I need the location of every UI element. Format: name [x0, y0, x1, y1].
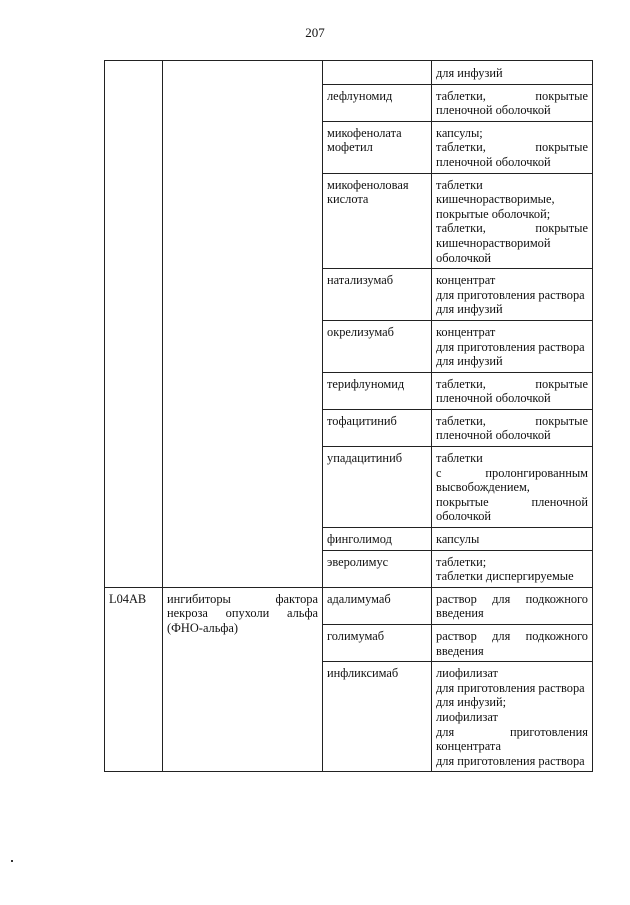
dosage-form-line: таблетки, покрытые [436, 140, 588, 155]
dosage-form-line: капсулы [436, 532, 480, 547]
dosage-form-line: с пролонгированным [436, 465, 588, 480]
dosage-form-line: кишечнорастворимой [436, 235, 551, 250]
drug-name-cell: упадацитиниб [323, 447, 432, 528]
dosage-form-line: для приготовления раствора [436, 753, 585, 768]
dosage-form-cell [432, 173, 593, 269]
dosage-form-cell [432, 372, 593, 409]
dosage-form-line: таблетки [436, 451, 483, 466]
dosage-form-cell [432, 121, 593, 173]
dosage-form-cell [432, 269, 593, 321]
drug-name-cell [323, 61, 432, 85]
dosage-form-cell [432, 587, 593, 624]
dosage-form-line: покрытые оболочкой; [436, 206, 551, 221]
dosage-form-cell [432, 61, 593, 85]
drug-name-cell: тофацитиниб [323, 409, 432, 446]
drug-name-cell: финголимод [323, 528, 432, 551]
drug-name-cell: окрелизумаб [323, 320, 432, 372]
dosage-form-line: введения [436, 643, 484, 658]
dosage-form-cell [432, 662, 593, 772]
dosage-form-line: для инфузий [436, 354, 503, 369]
drug-name-cell: голимумаб [323, 625, 432, 662]
page-number: 207 [305, 25, 325, 40]
dosage-form-line: кишечнорастворимые, [436, 192, 555, 207]
dosage-form-line: таблетки, покрытые [436, 413, 588, 428]
dosage-form-line: лиофилизат [436, 666, 498, 681]
dosage-form-line: таблетки; [436, 554, 487, 569]
dosage-form-line: оболочкой [436, 509, 492, 524]
stray-dot [11, 860, 13, 862]
dosage-form-cell [432, 409, 593, 446]
dosage-form-cell [432, 320, 593, 372]
drug-name-cell: адалимумаб [323, 587, 432, 624]
dosage-form-line: раствор для подкожного [436, 591, 588, 606]
dosage-form-cell [432, 84, 593, 121]
dosage-form-line: таблетки, покрытые [436, 88, 588, 103]
drug-name-cell: терифлуномид [323, 372, 432, 409]
dosage-form-line: для инфузий; [436, 695, 507, 710]
table-row [105, 587, 593, 624]
dosage-form-line: концентрата [436, 739, 501, 754]
dosage-form-line: раствор для подкожного [436, 629, 588, 643]
drug-name-cell: лефлуномид [323, 84, 432, 121]
table-row [105, 61, 593, 85]
dosage-form-line: покрытые пленочной [436, 494, 588, 509]
dosage-form-line: высвобождением, [436, 480, 530, 495]
drug-name-cell: инфликсимаб [323, 662, 432, 772]
dosage-form-line: пленочной оболочкой [436, 391, 551, 406]
dosage-form-line: для инфузий [436, 66, 503, 80]
dosage-form-line: таблетки, покрытые [436, 376, 588, 391]
atc-code-cell [105, 61, 163, 588]
dosage-form-line: для приготовления раствора [436, 680, 585, 695]
dosage-form-line: концентрат [436, 273, 496, 288]
dosage-form-cell [432, 447, 593, 528]
drug-name-cell: натализумаб [323, 269, 432, 321]
dosage-form-cell [432, 528, 593, 551]
dosage-form-cell [432, 550, 593, 587]
dosage-form-line: таблетки [436, 177, 483, 192]
drug-table [104, 60, 593, 772]
dosage-form-line: пленочной оболочкой [436, 154, 551, 169]
dosage-form-line: таблетки, покрытые [436, 221, 588, 236]
dosage-form-cell [432, 625, 593, 662]
dosage-form-line: оболочкой [436, 250, 492, 265]
dosage-form-line: концентрат [436, 324, 496, 339]
dosage-form-line: пленочной оболочкой [436, 428, 551, 443]
dosage-form-line: лиофилизат [436, 709, 498, 724]
atc-code-cell: L04AB [105, 587, 163, 772]
atc-group-cell: ингибиторы фактора некроза опухоли альфа (ФНО-альфа) [163, 587, 323, 772]
dosage-form-line: для приготовления [436, 724, 588, 739]
dosage-form-line: таблетки диспергируемые [436, 569, 574, 584]
dosage-form-line: капсулы; [436, 125, 483, 140]
dosage-form-line: для приготовления раствора [436, 339, 585, 354]
dosage-form-line: пленочной оболочкой [436, 103, 551, 118]
dosage-form-line: введения [436, 606, 484, 621]
atc-group-cell [163, 61, 323, 588]
drug-name-cell: эверолимус [323, 550, 432, 587]
dosage-form-line: для инфузий [436, 302, 503, 317]
dosage-form-line: для приготовления раствора [436, 287, 585, 302]
drug-name-cell: микофенолата мофетил [323, 121, 432, 173]
drug-name-cell: микофеноловая кислота [323, 173, 432, 269]
